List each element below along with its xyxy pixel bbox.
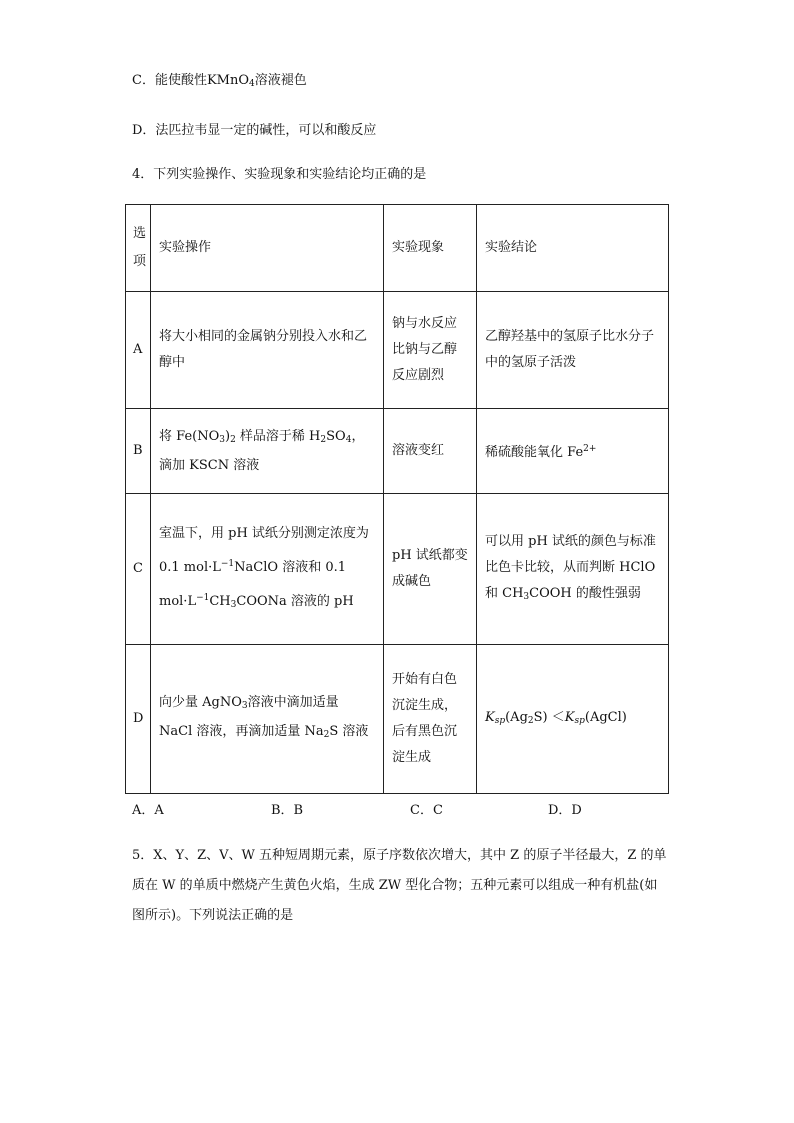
choice-b[interactable]: B．B — [271, 803, 304, 818]
operation-cell: 向少量 AgNO$_3$溶液中滴加适量 NaCl 溶液，再滴加适量 $Na_2S$ 溶液 — [151, 645, 384, 794]
row-label: C — [126, 494, 151, 645]
table-row — [126, 494, 669, 645]
table-row — [126, 645, 669, 794]
conclusion-cell: 可以用 pH 试纸的颜色与标准比色卡比较，从而判断 HClO 和 $CH_3COOH$ 的酸性强弱 — [477, 494, 669, 645]
table-row — [126, 292, 669, 409]
conclusion-cell: 稀硫酸能氧化 $Fe^{2+}$ — [477, 409, 669, 494]
operation-cell: 将 $Fe(NO_3)_2$ 样品溶于稀 $H_2SO_4$，滴加 KSCN 溶液 — [151, 409, 384, 494]
choice-d[interactable]: D．D — [548, 803, 582, 818]
row-label: D — [126, 645, 151, 794]
operation-cell: 室温下，用 pH 试纸分别测定浓度为 0.1 $mol\cdot L^{-1}NaClO$ 溶液和 0.1 $mol\cdot L^{-1}CH_3COONa$ 溶液的 pH — [151, 494, 384, 645]
choice-a[interactable]: A．A — [132, 803, 164, 818]
operation-cell: 将大小相同的金属钠分别投入水和乙醇中 — [151, 292, 384, 409]
row-label: A — [126, 292, 151, 409]
table-header-row — [126, 205, 669, 292]
table-row — [126, 409, 669, 494]
phenomenon-cell: 钠与水反应比钠与乙醇反应剧烈 — [384, 292, 477, 409]
row-label: B — [126, 409, 151, 494]
choice-c[interactable]: C．C — [410, 803, 443, 818]
phenomenon-cell: pH 试纸都变成碱色 — [384, 494, 477, 645]
question-4-stem: 4．下列实验操作、实验现象和实验结论均正确的是 — [132, 167, 427, 182]
phenomenon-cell: 溶液变红 — [384, 409, 477, 494]
conclusion-cell: $K_{sp}(Ag_2S)$ $<K_{sp}(AgCl)$ — [477, 645, 669, 794]
header-option: 选项 — [126, 205, 151, 292]
conclusion-cell: 乙醇羟基中的氢原子比水分子中的氢原子活泼 — [477, 292, 669, 409]
option-d: D．法匹拉韦显一定的碱性，可以和酸反应 — [132, 123, 377, 138]
header-phenomenon: 实验现象 — [384, 205, 477, 292]
question-5-stem: 5．X、Y、Z、V、W 五种短周期元素，原子序数依次增大，其中 Z 的原子半径最大，Z 的单质在 W 的单质中燃烧产生黄色火焰，生成 ZW 型化合物；五种元素可以组成一种有机盐(如图所示)。下列说法正确的是 — [132, 848, 667, 923]
option-c: C．能使酸性KMnO$_4$溶液褪色 — [132, 73, 307, 89]
header-operation: 实验操作 — [151, 205, 384, 292]
experiment-table — [125, 204, 669, 794]
phenomenon-cell: 开始有白色沉淀生成，后有黑色沉淀生成 — [384, 645, 477, 794]
header-conclusion: 实验结论 — [477, 205, 669, 292]
